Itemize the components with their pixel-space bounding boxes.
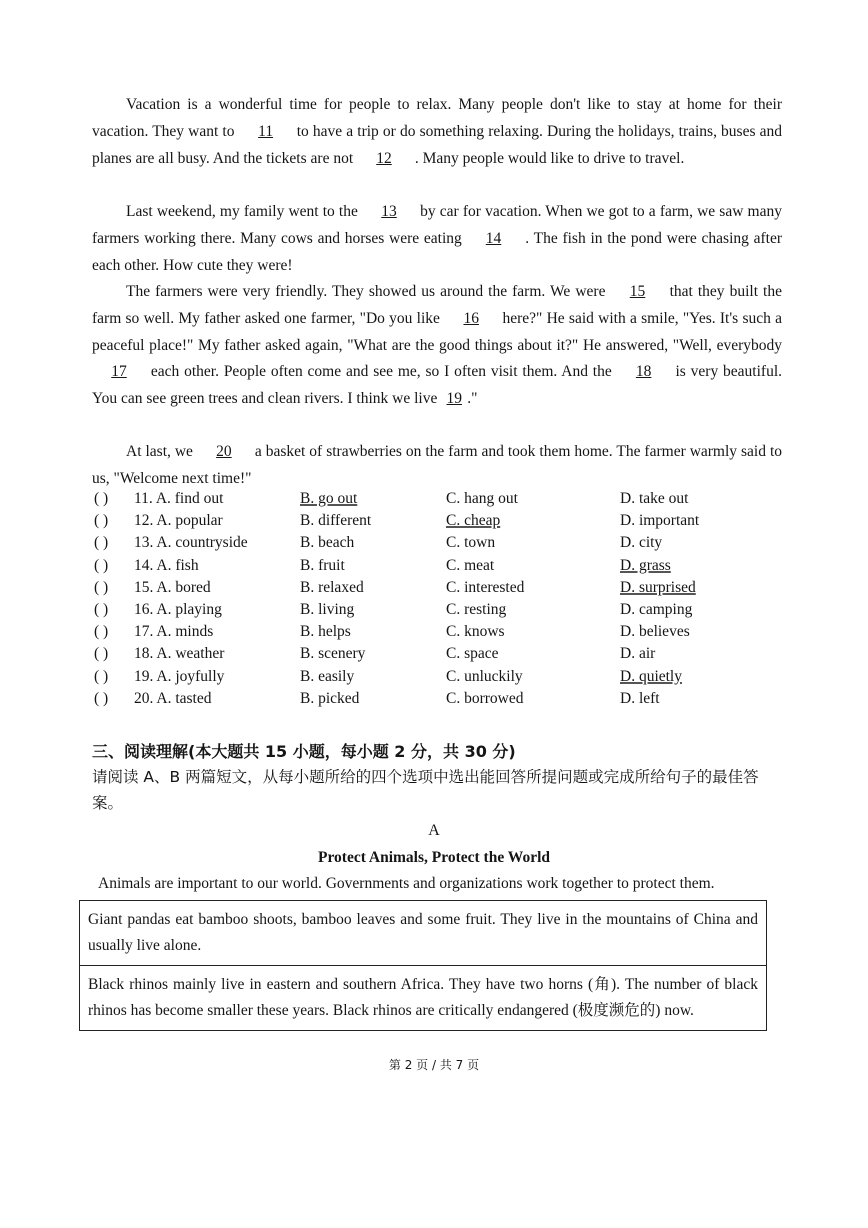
text-span: ." <box>467 390 478 408</box>
option-c: C. town <box>446 534 496 552</box>
option-d: D. surprised <box>620 578 696 596</box>
option-c: C. borrowed <box>446 689 524 707</box>
option-d: D. believes <box>620 623 690 641</box>
option-c: C. interested <box>446 578 525 596</box>
passage-letter: A <box>428 822 440 839</box>
page-footer: 第 2 页 / 共 7 页 <box>388 1058 480 1072</box>
answer-paren: ( ) <box>94 578 109 596</box>
option-d: D. camping <box>620 600 693 618</box>
text-span: that they built the farm so well. My father asked one farmer, "Do you like <box>92 283 782 327</box>
blank-18: 18 <box>635 363 652 381</box>
option-d: D. city <box>620 534 663 552</box>
passage-title: Protect Animals, Protect the World <box>317 849 551 866</box>
cloze-paragraph-1 <box>92 92 782 172</box>
option-d: D. grass <box>620 556 671 574</box>
option-d: D. air <box>620 645 656 663</box>
text-span: Last weekend, my family went to the <box>126 203 358 220</box>
answer-paren: ( ) <box>94 667 109 685</box>
text-span: . Many people would like to drive to travel. <box>414 149 685 167</box>
option-c: C. meat <box>446 556 495 574</box>
text-span: by car for vacation. When we got to a farm, we saw many farmers working there. Many cows and horses were eating <box>92 203 782 247</box>
option-a: 12. A. popular <box>134 512 223 530</box>
option-a: 13. A. countryside <box>134 534 248 552</box>
blank-14: 14 <box>485 229 502 247</box>
option-b: B. easily <box>300 667 355 685</box>
option-c: C. resting <box>446 600 507 618</box>
option-a: 17. A. minds <box>134 623 214 641</box>
passage-intro: Animals are important to our world. Governments and organizations work together to protect them. <box>98 875 715 892</box>
blank-13: 13 <box>381 203 397 220</box>
option-a: 18. A. weather <box>134 645 225 663</box>
option-b: B. go out <box>300 490 358 507</box>
blank-15: 15 <box>629 283 646 300</box>
blank-11: 11 <box>258 122 274 140</box>
option-b: B. relaxed <box>300 578 364 596</box>
option-b: B. fruit <box>300 556 345 574</box>
blank-17: 17 <box>111 363 127 381</box>
option-b: B. picked <box>300 689 360 707</box>
text-span: each other. People often come and see me, so I often visit them. And the <box>150 363 612 381</box>
blank-20: 20 <box>216 443 232 460</box>
section-title: 三、阅读理解(本大题共 15 小题，每小题 2 分，共 30 分) <box>92 742 516 761</box>
text-span: to have a trip or do something relaxing. During the holidays, trains, buses and planes are all busy. And the tickets are not <box>92 122 782 167</box>
cloze-paragraph-4 <box>92 439 782 493</box>
answer-paren: ( ) <box>94 512 109 530</box>
blank-19: 19 <box>446 390 462 408</box>
option-b: B. different <box>300 512 372 530</box>
cloze-paragraph-3 <box>92 279 782 413</box>
option-d: D. quietly <box>620 667 682 685</box>
option-a: 14. A. fish <box>134 556 199 574</box>
text-span: a basket of strawberries on the farm and took them home. The farmer warmly said to us, "Welcome next time!" <box>92 443 783 487</box>
option-b: B. scenery <box>300 645 366 663</box>
answer-paren: ( ) <box>94 490 109 507</box>
blank-12: 12 <box>376 149 392 167</box>
passage-boxes <box>79 900 767 1031</box>
option-a: 16. A. playing <box>134 600 222 618</box>
option-a: 15. A. bored <box>134 578 211 596</box>
text-span: here?" He said with a smile, "Yes. It's such a peaceful place!" My father asked again, "What are the good things about it?" He answered, "Well, everybody <box>92 309 782 354</box>
box-black-rhinos: Black rhinos mainly live in eastern and southern Africa. They have two horns (角). The number of black rhinos has become smaller these years. Black rhinos are critically endangered (极度濒危的) now. <box>80 965 766 1030</box>
option-d: D. take out <box>620 490 689 507</box>
text-span: At last, we <box>126 443 193 460</box>
option-b: B. living <box>300 600 355 618</box>
option-a: 19. A. joyfully <box>134 667 225 685</box>
option-b: B. helps <box>300 623 351 641</box>
text-span: . The fish in the pond were chasing after each other. How cute they were! <box>92 229 783 274</box>
option-c: C. cheap <box>446 512 501 530</box>
answer-paren: ( ) <box>94 600 109 618</box>
text-span: The farmers were very friendly. They showed us around the farm. We were <box>126 283 606 300</box>
answer-paren: ( ) <box>94 689 109 707</box>
option-b: B. beach <box>300 534 355 552</box>
cloze-paragraph-2 <box>92 199 782 279</box>
option-c: C. hang out <box>446 490 518 507</box>
option-a: 20. A. tasted <box>134 689 212 707</box>
option-c: C. space <box>446 645 499 663</box>
answer-paren: ( ) <box>94 645 109 663</box>
box-giant-pandas: Giant pandas eat bamboo shoots, bamboo leaves and some fruit. They live in the mountains of China and usually live alone. <box>88 911 758 954</box>
option-d: D. important <box>620 512 700 530</box>
section-instructions: 请阅读 A、B 两篇短文，从每小题所给的四个选项中选出能回答所提问题或完成所给句子的最佳答案。 <box>92 768 759 812</box>
option-a: 11. A. find out <box>134 490 224 507</box>
text-span: Vacation is a wonderful time for people to relax. Many people don't like to stay at home for their vacation. They want to <box>92 96 782 140</box>
option-d: D. left <box>620 689 660 707</box>
answer-paren: ( ) <box>94 556 109 574</box>
option-c: C. knows <box>446 623 505 641</box>
answer-paren: ( ) <box>94 534 109 552</box>
option-c: C. unluckily <box>446 667 523 685</box>
answer-paren: ( ) <box>94 623 109 641</box>
blank-16: 16 <box>463 309 479 327</box>
text-span: is very beautiful. You can see green trees and clean rivers. I think we live <box>92 363 783 408</box>
